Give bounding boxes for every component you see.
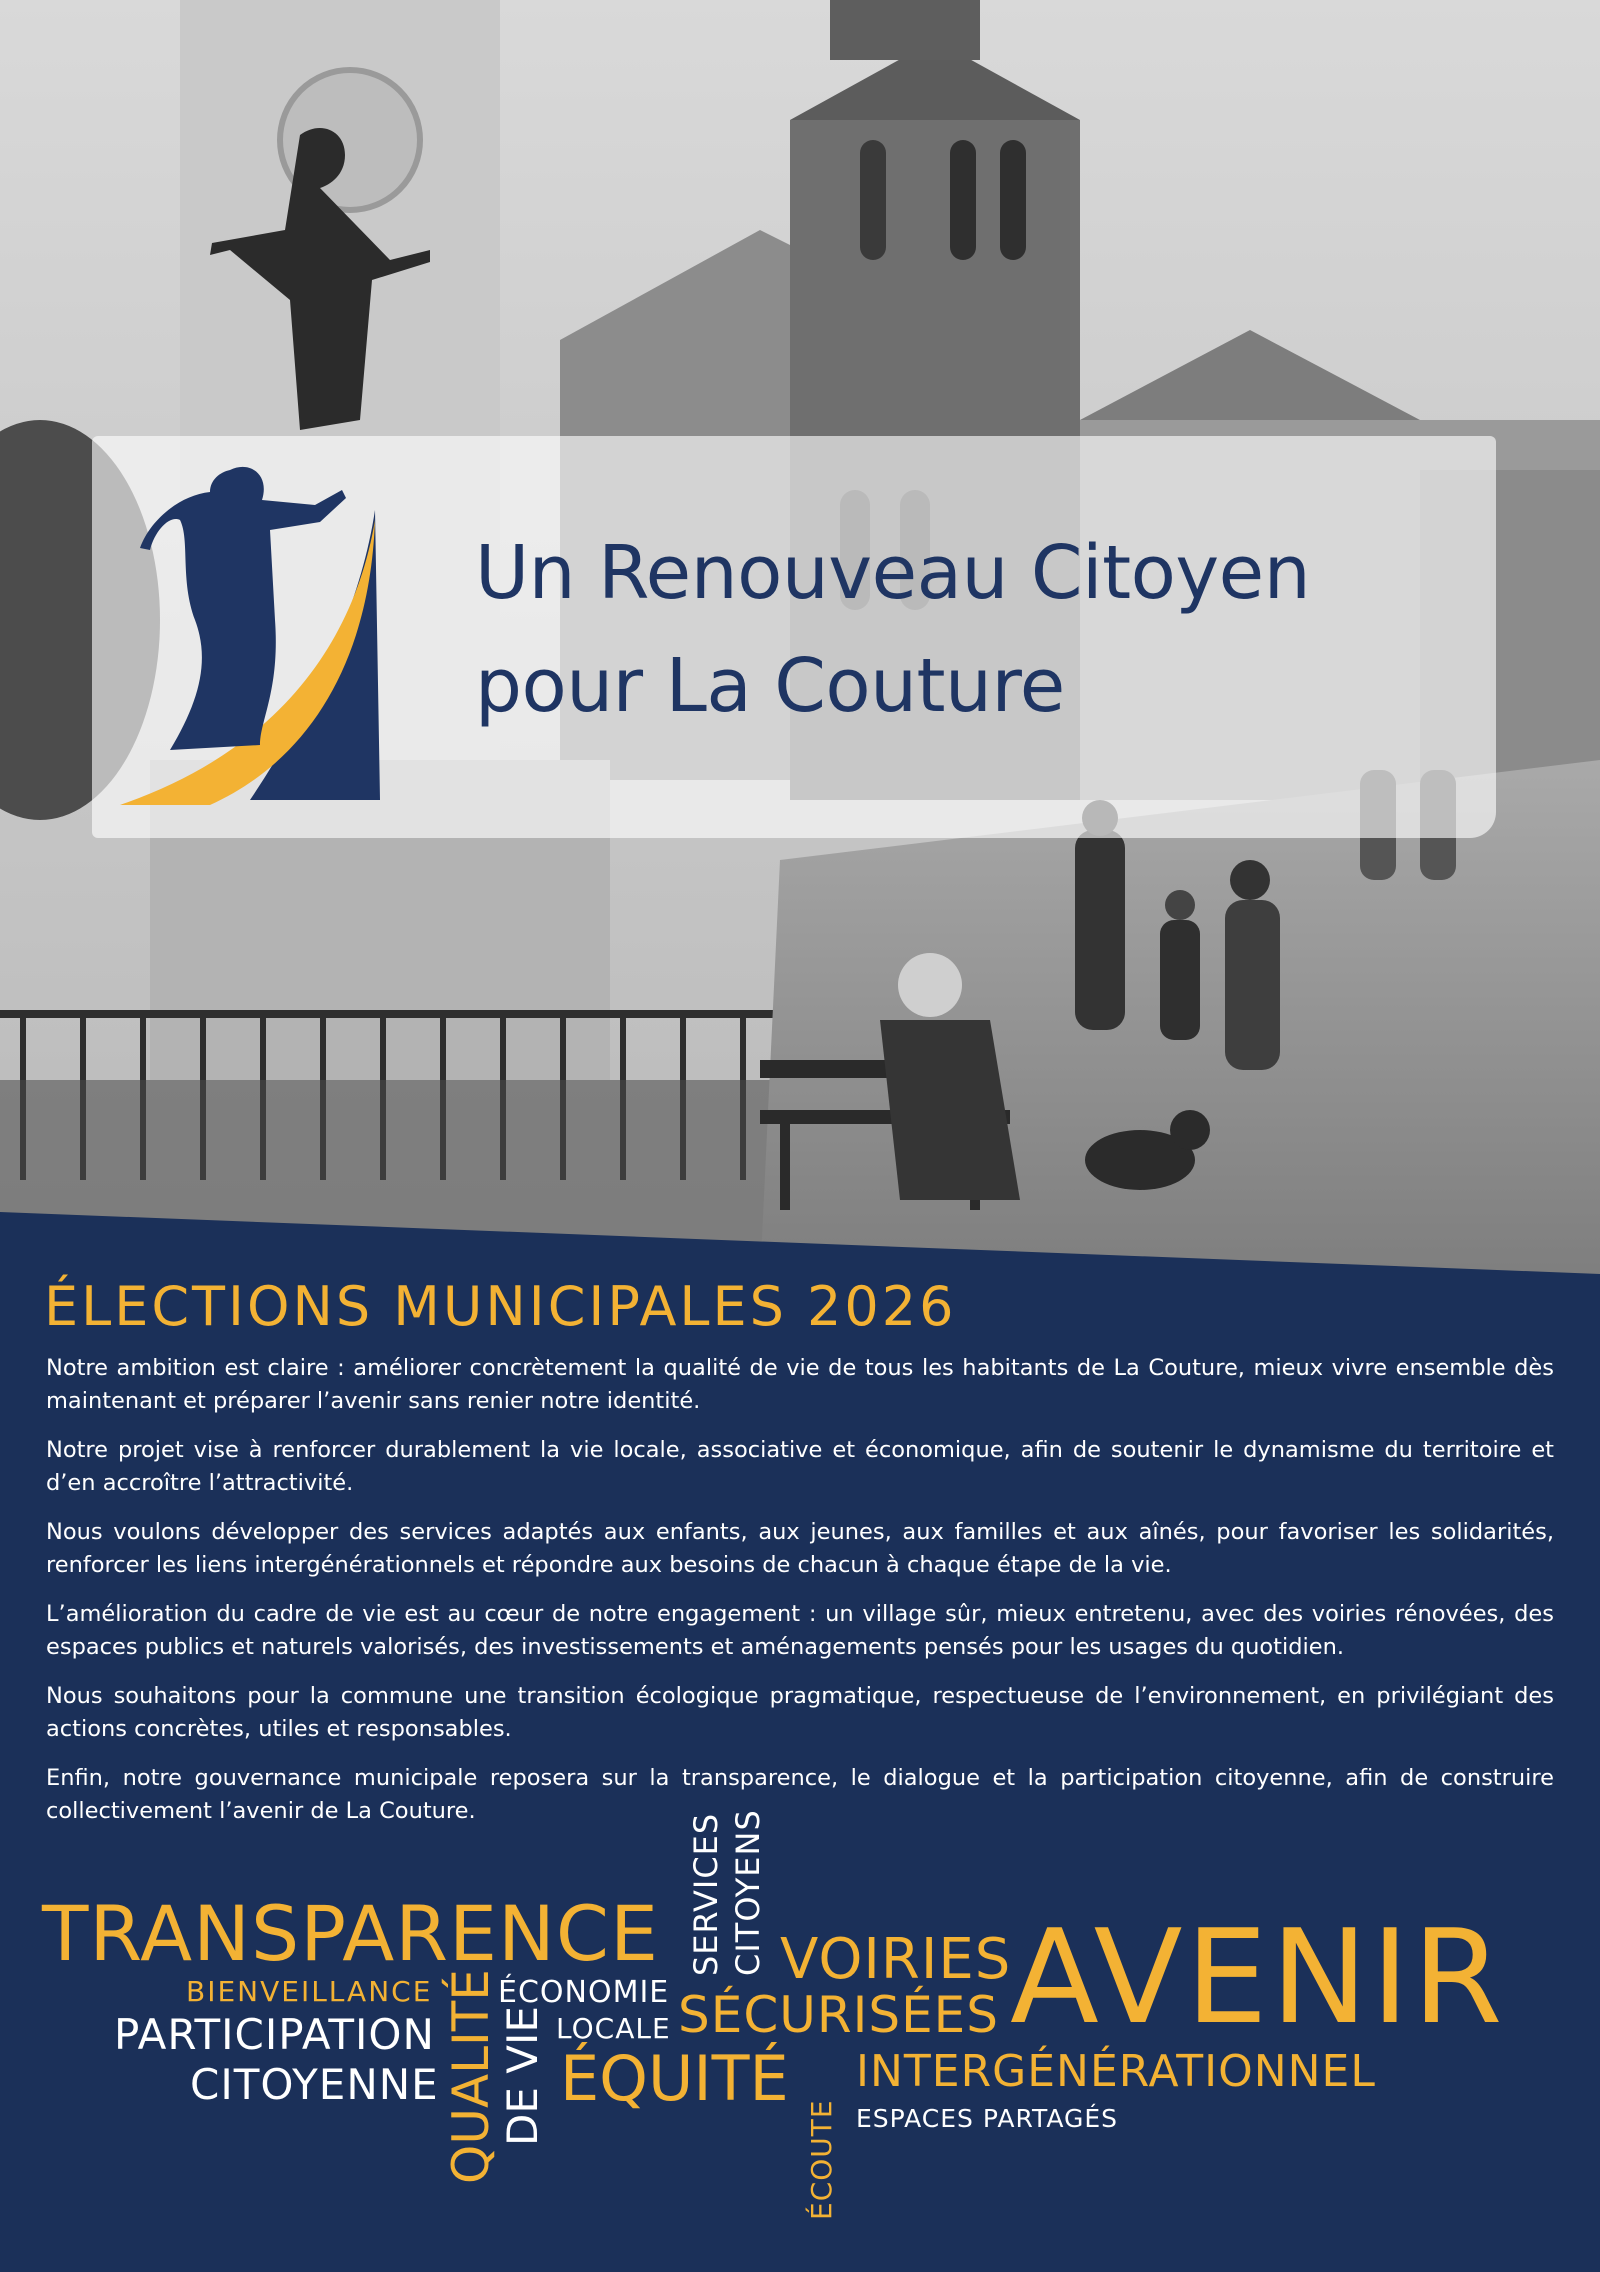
word-intergenerationnel: INTERGÉNÉRATIONNEL [856,2046,1376,2097]
word-citoyens: CITOYENS [729,1809,767,1976]
word-ecoute: ÉCOUTE [805,2099,838,2220]
word-economie: ÉCONOMIE [498,1975,670,2010]
word-services: SERVICES [687,1812,725,1976]
word-securisees: SÉCURISÉES [678,1986,999,2044]
brand-title-line-2: pour La Couture [475,643,1065,729]
paragraph: Notre projet vise à renforcer durablement la vie locale, associative et économique, afin de soutenir le dynamisme du territoire et d’en accroître l’attractivité. [46,1437,1554,1496]
word-avenir: AVENIR [1010,1901,1506,2053]
word-transparence: TRANSPARENCE [42,1889,659,1978]
word-bienveillance: BIENVEILLANCE [186,1975,433,2008]
program-text [46,1352,1554,1844]
section-heading: ÉLECTIONS MUNICIPALES 2026 [44,1275,957,1338]
paragraph: L’amélioration du cadre de vie est au cœur de notre engagement : un village sûr, mieux entretenu, avec des voiries rénovées, des espaces publics et naturels valorisés, des investissements et aménagements pensés pour les usages du quotidien. [46,1601,1554,1660]
word-voiries: VOIRIES [780,1927,1012,1992]
word-de-vie: DE VIE [498,2006,547,2146]
word-equite: ÉQUITÉ [560,2042,789,2115]
word-locale: LOCALE [556,2012,671,2045]
statue-logo-icon [110,460,400,812]
word-citoyenne: CITOYENNE [190,2060,439,2109]
paragraph: Enfin, notre gouvernance municipale reposera sur la transparence, le dialogue et la participation citoyenne, afin de construire collectivement l’avenir de La Couture. [46,1765,1554,1824]
word-cloud [0,1800,1600,2272]
word-espaces-partages: ESPACES PARTAGÉS [856,2104,1119,2133]
word-qualite: QUALITÉ [442,1969,500,2184]
brand-title-line-1: Un Renouveau Citoyen [475,530,1311,616]
paragraph: Notre ambition est claire : améliorer concrètement la qualité de vie de tous les habitants de La Couture, mieux vivre ensemble dès maintenant et préparer l’avenir sans renier notre identité. [46,1355,1554,1414]
word-participation: PARTICIPATION [114,2010,435,2059]
paragraph: Nous souhaitons pour la commune une transition écologique pragmatique, respectueuse de l’environnement, en privilégiant des actions concrètes, utiles et responsables. [46,1683,1554,1742]
paragraph: Nous voulons développer des services adaptés aux enfants, aux jeunes, aux familles et aux aînés, pour favoriser les solidarités, renforcer les liens intergénérationnels et répondre aux besoins de chacun à chaque étape de la vie. [46,1519,1554,1578]
